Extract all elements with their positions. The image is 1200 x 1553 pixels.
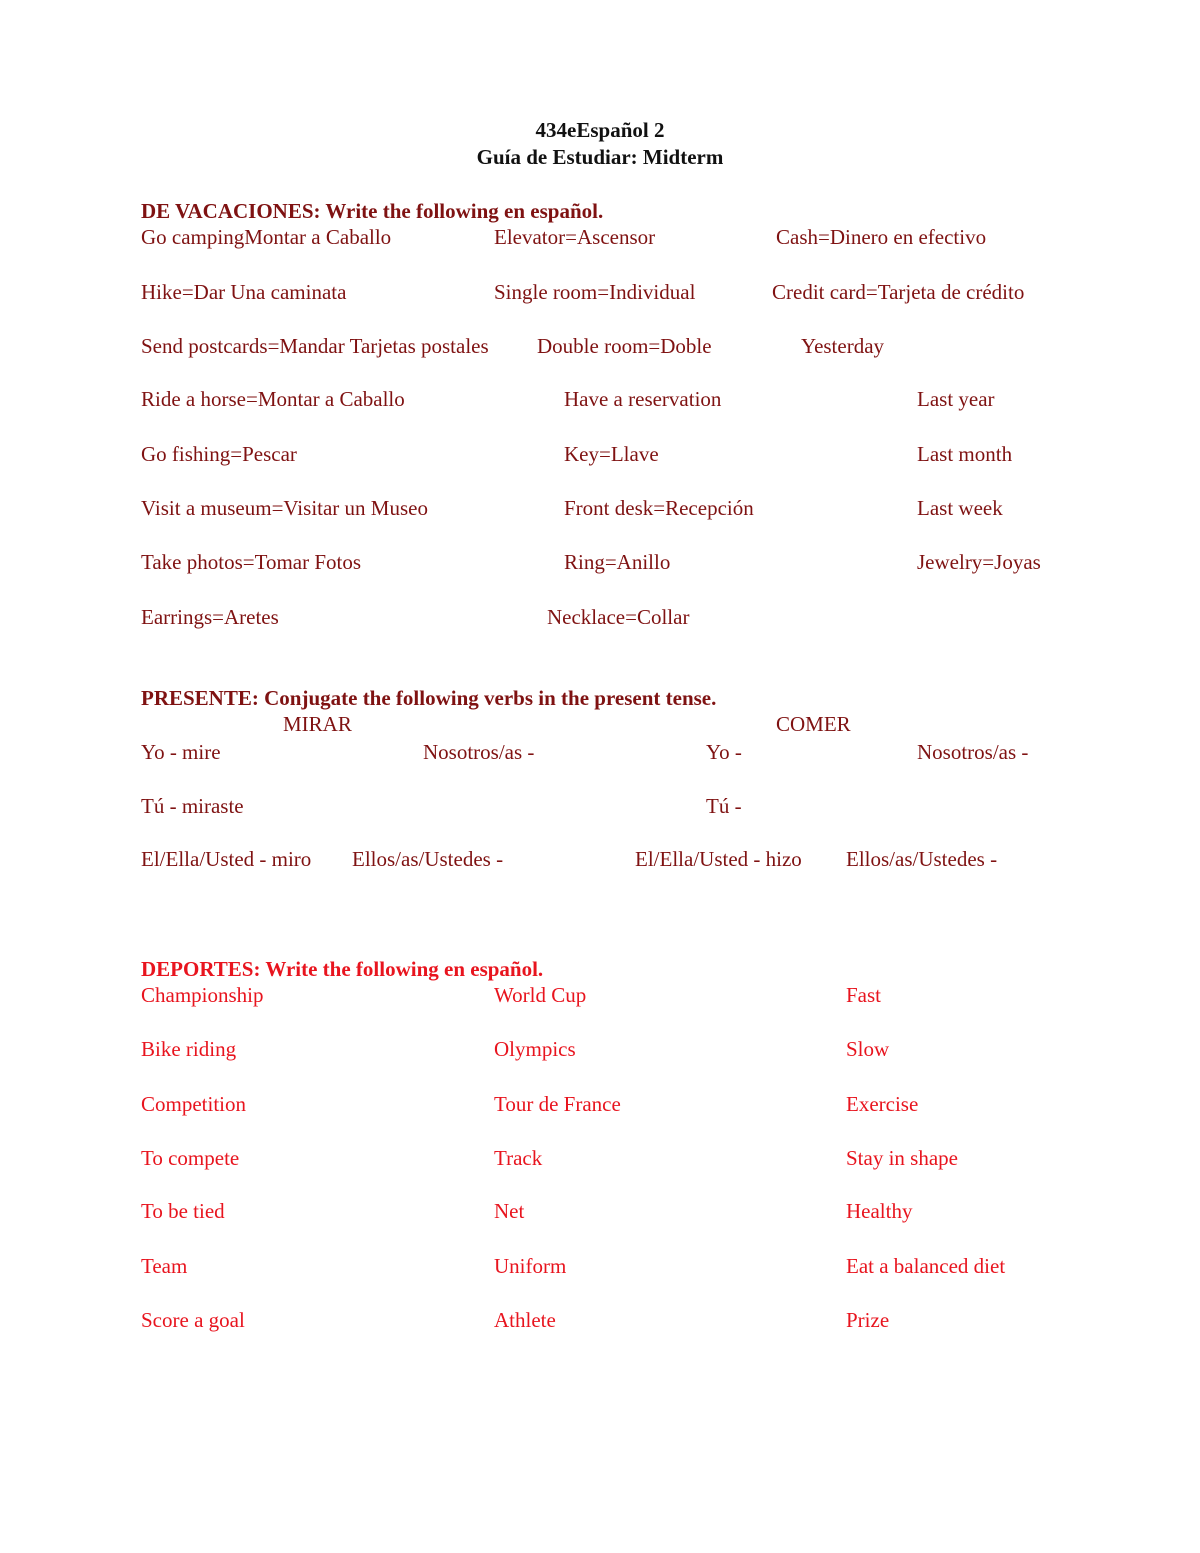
vacaciones-item: Last month	[917, 442, 1013, 466]
deportes-item: To be tied	[141, 1199, 225, 1223]
vacaciones-item: Cash=Dinero en efectivo	[776, 225, 987, 249]
vacaciones-item: Necklace=Collar	[547, 605, 690, 629]
vacaciones-item: Yesterday	[801, 334, 885, 358]
deportes-item: Tour de France	[494, 1092, 621, 1116]
deportes-item: Eat a balanced diet	[846, 1254, 1006, 1278]
deportes-heading: DEPORTES: Write the following en español.	[141, 957, 544, 981]
conjugation-yo-comer: Yo -	[706, 740, 742, 764]
deportes-item: World Cup	[494, 983, 587, 1007]
deportes-item: Prize	[846, 1308, 890, 1332]
vacaciones-item: Elevator=Ascensor	[494, 225, 656, 249]
conjugation-nosotros-mirar: Nosotros/as -	[423, 740, 535, 764]
vacaciones-item: Jewelry=Joyas	[917, 550, 1041, 574]
conjugation-el-mirar: El/Ella/Usted - miro	[141, 847, 312, 871]
deportes-item: Olympics	[494, 1037, 576, 1061]
deportes-item: Score a goal	[141, 1308, 245, 1332]
vacaciones-item: Ride a horse=Montar a Caballo	[141, 387, 405, 411]
vacaciones-item: Take photos=Tomar Fotos	[141, 550, 362, 574]
deportes-item: Net	[494, 1199, 525, 1223]
conjugation-tu-comer: Tú -	[706, 794, 742, 818]
deportes-item: Championship	[141, 983, 264, 1007]
deportes-item: Competition	[141, 1092, 246, 1116]
vacaciones-item: Go fishing=Pescar	[141, 442, 297, 466]
presente-heading: PRESENTE: Conjugate the following verbs in the present tense.	[141, 686, 717, 710]
deportes-item: Exercise	[846, 1092, 919, 1116]
deportes-item: To compete	[141, 1146, 240, 1170]
conjugation-tu-mirar: Tú - miraste	[141, 794, 244, 818]
conjugation-el-comer: El/Ella/Usted - hizo	[635, 847, 802, 871]
verb-mirar-label: MIRAR	[283, 712, 352, 736]
conjugation-ellos-mirar: Ellos/as/Ustedes -	[352, 847, 504, 871]
document-subtitle: Guía de Estudiar: Midterm	[476, 145, 724, 169]
conjugation-ellos-comer: Ellos/as/Ustedes -	[846, 847, 998, 871]
deportes-item: Athlete	[494, 1308, 556, 1332]
vacaciones-item: Credit card=Tarjeta de crédito	[772, 280, 1025, 304]
vacaciones-item: Last year	[917, 387, 995, 411]
verb-comer-label: COMER	[776, 712, 851, 736]
vacaciones-item: Front desk=Recepción	[564, 496, 754, 520]
deportes-item: Team	[141, 1254, 188, 1278]
vacaciones-item: Earrings=Aretes	[141, 605, 279, 629]
vacaciones-item: Double room=Doble	[537, 334, 712, 358]
vacaciones-item: Send postcards=Mandar Tarjetas postales	[141, 334, 489, 358]
deportes-item: Fast	[846, 983, 882, 1007]
vacaciones-heading: DE VACACIONES: Write the following en español.	[141, 199, 604, 223]
vacaciones-item: Key=Llave	[564, 442, 659, 466]
deportes-item: Slow	[846, 1037, 890, 1061]
deportes-item: Stay in shape	[846, 1146, 958, 1170]
vacaciones-item: Visit a museum=Visitar un Museo	[141, 496, 428, 520]
deportes-item: Bike riding	[141, 1037, 237, 1061]
document-title: 434eEspañol 2	[535, 118, 665, 142]
conjugation-yo-mirar: Yo - mire	[141, 740, 221, 764]
deportes-item: Uniform	[494, 1254, 567, 1278]
vacaciones-item: Last week	[917, 496, 1003, 520]
vacaciones-item: Single room=Individual	[494, 280, 696, 304]
conjugation-nosotros-comer: Nosotros/as -	[917, 740, 1029, 764]
vacaciones-item: Go campingMontar a Caballo	[141, 225, 392, 249]
deportes-item: Healthy	[846, 1199, 913, 1223]
vacaciones-item: Ring=Anillo	[564, 550, 671, 574]
vacaciones-item: Have a reservation	[564, 387, 722, 411]
deportes-item: Track	[494, 1146, 543, 1170]
vacaciones-item: Hike=Dar Una caminata	[141, 280, 347, 304]
